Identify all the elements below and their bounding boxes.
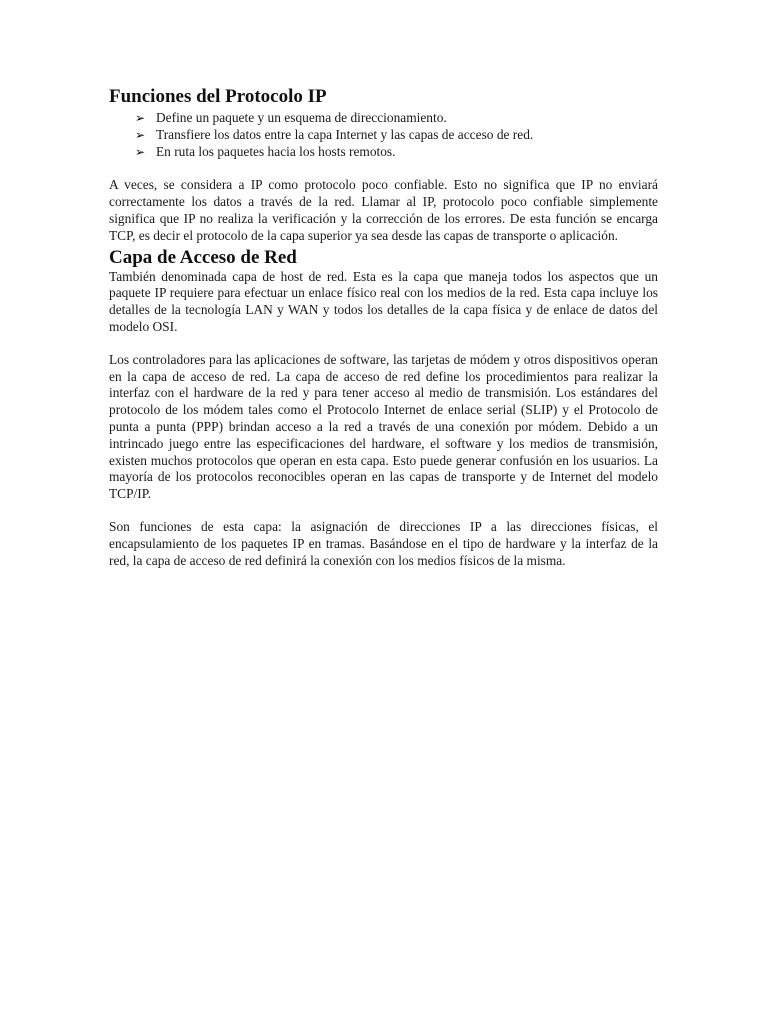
- list-item-text: En ruta los paquetes hacia los hosts remotos.: [156, 143, 396, 159]
- paragraph-spacer: [109, 503, 658, 519]
- section-heading-funciones-ip: Funciones del Protocolo IP: [109, 86, 327, 107]
- paragraph-controladores: Los controladores para las aplicaciones de software, las tarjetas de módem y otros dispositivos operan en la capa de acceso de red. La capa de acceso de red define los procedimientos para realizar la interfaz con el hardware de la red y para tener acceso al medio de transmisión. Los estándares del protocolo de los módem tales como el Protocolo Internet de enlace serial (SLIP) y el Protocolo de punta a punta (PPP) brindan acceso a la red a través de una conexión por módem. Debido a un intrincado juego entre las especificaciones del hardware, el software y los medios de transmisión, existen muchos protocolos que operan en esta capa. Esto puede generar confusión en los usuarios. La mayoría de los protocolos reconocibles operan en las capas de transporte y de Internet del modelo TCP/IP.: [109, 351, 658, 502]
- paragraph-spacer: [109, 160, 658, 177]
- paragraph-ip-reliability: A veces, se considera a IP como protocolo poco confiable. Esto no significa que IP no enviará correctamente los datos a través de la red. Llamar al IP, protocolo poco confiable simplemente significa que IP no realiza la verificación y la corrección de los errores. De esta función se encarga TCP, es decir el protocolo de la capa superior ya sea desde las capas de transporte o aplicación.: [109, 177, 658, 243]
- list-item-text: Define un paquete y un esquema de direccionamiento.: [156, 110, 447, 125]
- section-heading-capa-acceso-red: Capa de Acceso de Red: [109, 246, 297, 268]
- paragraph-spacer: [109, 336, 658, 352]
- list-item: [135, 110, 658, 127]
- document-page: [109, 86, 658, 569]
- arrowhead-bullet-icon: ➢: [135, 111, 146, 125]
- arrowhead-bullet-icon: ➢: [135, 144, 146, 159]
- arrowhead-bullet-icon: ➢: [135, 127, 146, 142]
- list-item-text: Transfiere los datos entre la capa Internet y las capas de acceso de red.: [156, 126, 534, 142]
- list-item: [135, 144, 658, 161]
- paragraph-host-de-red: También denominada capa de host de red. Esta es la capa que maneja todos los aspectos que un paquete IP requiere para efectuar un enlace físico real con los medios de la red. Esta capa incluye los detalles de la tecnología LAN y WAN y todos los detalles de la capa física y de enlace de datos del modelo OSI.: [109, 268, 658, 334]
- bullet-list: [109, 110, 658, 160]
- list-item: [135, 127, 658, 144]
- paragraph-funciones-capa: Son funciones de esta capa: la asignación de direcciones IP a las direcciones físicas, el encapsulamiento de los paquetes IP en tramas. Basándose en el tipo de hardware y la interfaz de la red, la capa de acceso de red definirá la conexión con los medios físicos de la misma.: [109, 518, 658, 568]
